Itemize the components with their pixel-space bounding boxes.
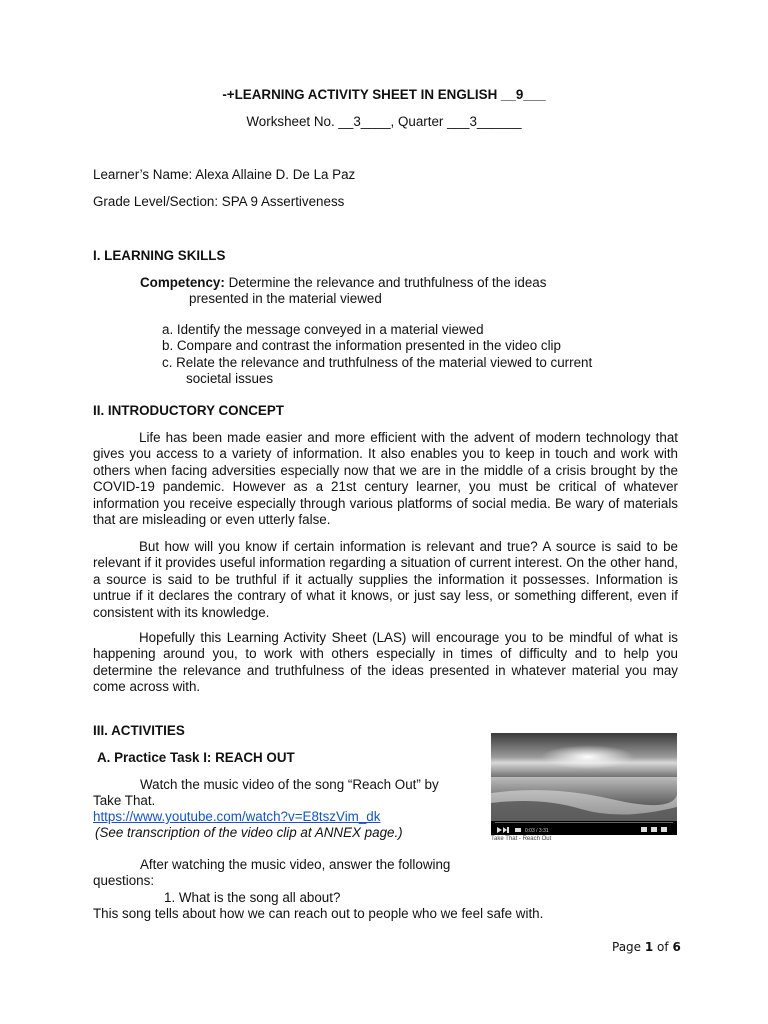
settings-icon bbox=[651, 827, 657, 832]
section-heading-introductory-concept: II. INTRODUCTORY CONCEPT bbox=[93, 403, 284, 418]
page-number: Page 1 of 6 bbox=[612, 940, 681, 954]
after-watching-continued: questions: bbox=[93, 873, 155, 888]
video-thumbnail[interactable] bbox=[491, 733, 677, 835]
video-time: 0:03 / 3:31 bbox=[525, 828, 549, 834]
fullscreen-icon bbox=[661, 827, 667, 832]
next-icon bbox=[507, 827, 509, 833]
competency-label: Competency: bbox=[140, 275, 225, 290]
page-title: -+LEARNING ACTIVITY SHEET IN ENGLISH __9___ bbox=[222, 87, 546, 102]
intro-paragraph-2: But how will you know if certain information is relevant and true? A source is said to be relevant if it provides useful information regarding a situation of current interest. On the other hand, a source is said to be truthful if it actually supplies the information it possesses. Information is untrue if it declares the contrary of what it knows, or just say less, or something different, even if consistent with its knowledge. bbox=[93, 539, 678, 620]
section-heading-activities: III. ACTIVITIES bbox=[93, 723, 185, 738]
grade-level: Grade Level/Section: SPA 9 Assertiveness bbox=[93, 194, 345, 209]
competency-text-2: presented in the material viewed bbox=[189, 291, 382, 306]
learner-name: Learner’s Name: Alexa Allaine D. De La Paz bbox=[93, 167, 356, 182]
captions-icon bbox=[641, 827, 647, 832]
competency-text: Determine the relevance and truthfulness of the ideas bbox=[228, 275, 547, 290]
worksheet-line: Worksheet No. __3____, Quarter ___3______ bbox=[246, 114, 522, 129]
youtube-link[interactable]: https://www.youtube.com/watch?v=E8tszVim_dk bbox=[93, 809, 381, 824]
objective-item: b. Compare and contrast the information presented in the video clip bbox=[162, 338, 561, 353]
volume-icon bbox=[515, 828, 521, 832]
intro-paragraph-1: Life has been made easier and more efficient with the advent of modern technology that gives you access to a variety of information. It also enables you to keep in touch and work with others when facing adversities especially now that we are in the middle of a crisis brought by the COVID-19 pandemic. However as a 21st century learner, you must be critical of whatever information you receive especially through various platforms of social media. Be wary of materials that are misleading or even utterly false. bbox=[93, 430, 678, 528]
objective-item: c. Relate the relevance and truthfulness of the material viewed to current bbox=[162, 355, 593, 370]
question-1: 1. What is the song all about? bbox=[164, 890, 341, 905]
competency bbox=[140, 275, 546, 290]
section-heading-learning-skills: I. LEARNING SKILLS bbox=[93, 248, 226, 263]
objective-item-continued: societal issues bbox=[186, 371, 274, 386]
objective-item: a. Identify the message conveyed in a material viewed bbox=[162, 322, 484, 337]
video-caption: Take That - Reach Out bbox=[491, 836, 552, 842]
intro-paragraph-3: Hopefully this Learning Activity Sheet (LAS) will encourage you to be mindful of what is happening around you, to work with others especially in times of difficulty and to help you determine the relevance and truthfulness of the ideas presented in whatever material you may come across with. bbox=[93, 630, 678, 695]
watch-instruction: Watch the music video of the song “Reach Out” by bbox=[140, 777, 439, 792]
watch-instruction-continued: Take That. bbox=[93, 793, 156, 808]
annex-note: (See transcription of the video clip at ANNEX page.) bbox=[95, 825, 403, 840]
practice-task-heading: A. Practice Task I: REACH OUT bbox=[97, 750, 295, 765]
after-watching-instruction: After watching the music video, answer the following bbox=[140, 857, 451, 872]
answer-1: This song tells about how we can reach out to people who we feel safe with. bbox=[93, 906, 544, 921]
seascape-image bbox=[491, 733, 677, 835]
